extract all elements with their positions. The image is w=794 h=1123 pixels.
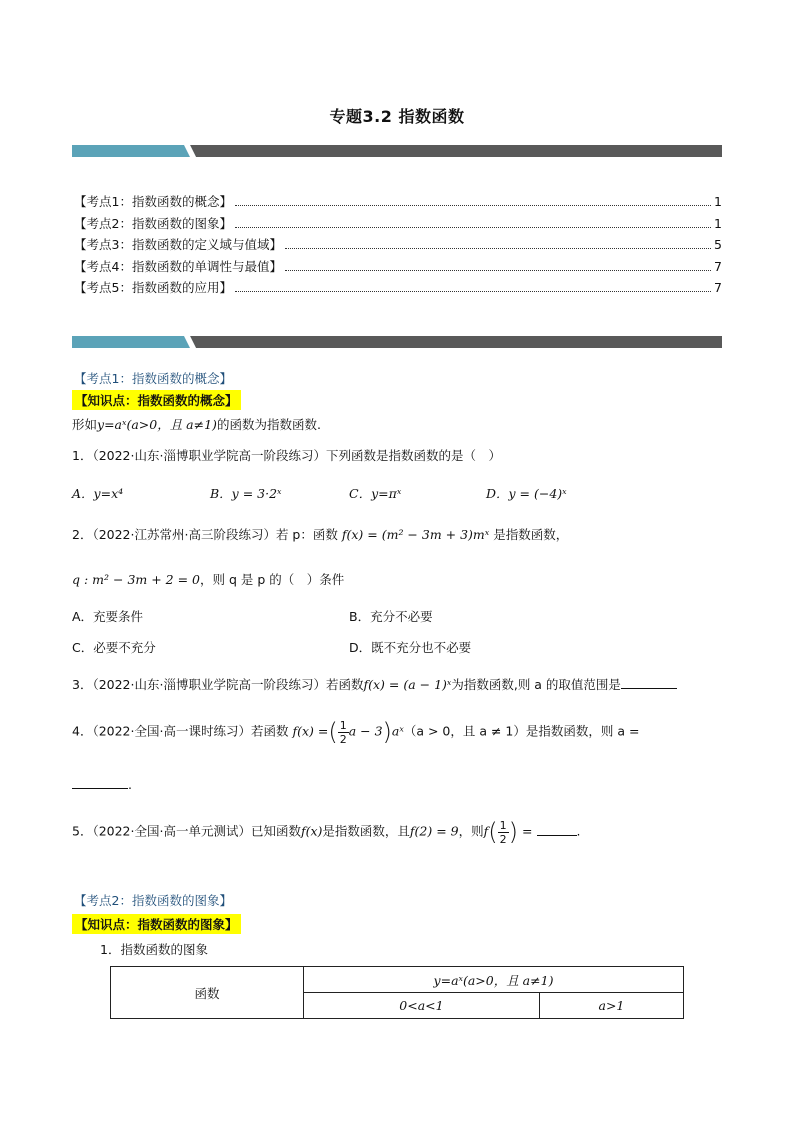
question-1-stem: 1．（2022·山东·淄博职业学院高一阶段练习）下列函数是指数函数的是（ ） xyxy=(72,448,501,463)
toc-entry[interactable]: 【考点1：指数函数的概念】 1 xyxy=(74,194,722,209)
q1-option-a[interactable]: A．y=x⁴ xyxy=(72,486,124,501)
q2-option-c[interactable]: C．必要不充分 xyxy=(72,640,156,655)
table-subheader-a-lt-1: 0<a<1 xyxy=(304,993,540,1019)
definition-text: 形如y=aˣ(a>0，且 a≠1)的函数为指数函数. xyxy=(72,417,321,432)
section-bar xyxy=(72,336,722,348)
table-of-contents xyxy=(74,192,722,300)
toc-entry[interactable]: 【考点3：指数函数的定义域与值域】 5 xyxy=(74,237,722,252)
q1-option-b[interactable]: B．y = 3·2ˣ xyxy=(210,486,282,501)
toc-entry[interactable]: 【考点4：指数函数的单调性与最值】 7 xyxy=(74,258,722,274)
table-header-formula: y=aˣ(a>0，且 a≠1) xyxy=(304,967,684,993)
question-4-answer-line: . xyxy=(72,777,132,792)
question-2-stem: 2．（2022·江苏常州·高三阶段练习）若 p：函数 f(x) = (m² − 3m + 3)mˣ 是指数函数， xyxy=(72,527,569,542)
section-heading: 【考点2：指数函数的图象】 xyxy=(74,893,232,908)
question-3-stem: 3．（2022·山东·淄博职业学院高一阶段练习）若函数f(x) = (a − 1)ˣ为指数函数,则 a 的取值范围是 xyxy=(72,675,677,693)
q2-option-d[interactable]: D．既不充分也不必要 xyxy=(349,640,472,655)
table-subheader-a-gt-1: a>1 xyxy=(539,993,683,1019)
q4-answer-blank[interactable] xyxy=(72,788,128,789)
q5-answer-blank[interactable] xyxy=(537,835,577,836)
q1-option-c[interactable]: C．y=πˣ xyxy=(349,486,402,501)
q2-option-b[interactable]: B．充分不必要 xyxy=(349,609,433,624)
exponential-graph-table xyxy=(110,966,684,1019)
q3-answer-blank[interactable] xyxy=(621,688,677,689)
question-5-stem: 5．（2022·全国·高一单元测试）已知函数f(x)是指数函数，且f(2) = 9，则f( $\frac{1}{2}$ ) = . xyxy=(72,818,581,846)
table-header-function: 函数 xyxy=(111,967,304,1019)
knowledge-point-label: 【知识点：指数函数的概念】 xyxy=(72,390,241,410)
toc-entry[interactable]: 【考点5：指数函数的应用】 7 xyxy=(74,280,722,295)
page-title: 专题3.2 指数函数 xyxy=(329,107,465,126)
toc-entry[interactable]: 【考点2：指数函数的图象】 1 xyxy=(74,215,722,231)
q2-option-a[interactable]: A．充要条件 xyxy=(72,609,144,624)
subsection-item: 1．指数函数的图象 xyxy=(100,942,208,957)
q1-option-d[interactable]: D．y = (−4)ˣ xyxy=(486,486,567,501)
header-bar xyxy=(72,145,722,157)
question-2-condition: q : m² − 3m + 2 = 0，则 q 是 p 的（ ）条件 xyxy=(72,572,345,587)
question-4-stem: 4．（2022·全国·高一课时练习）若函数 f(x) =( $\frac{1}{2}$ a − 3)aˣ（a > 0，且 a ≠ 1）是指数函数，则 a = xyxy=(72,718,640,746)
section-heading: 【考点1：指数函数的概念】 xyxy=(74,371,232,386)
knowledge-point-label: 【知识点：指数函数的图象】 xyxy=(72,914,241,934)
